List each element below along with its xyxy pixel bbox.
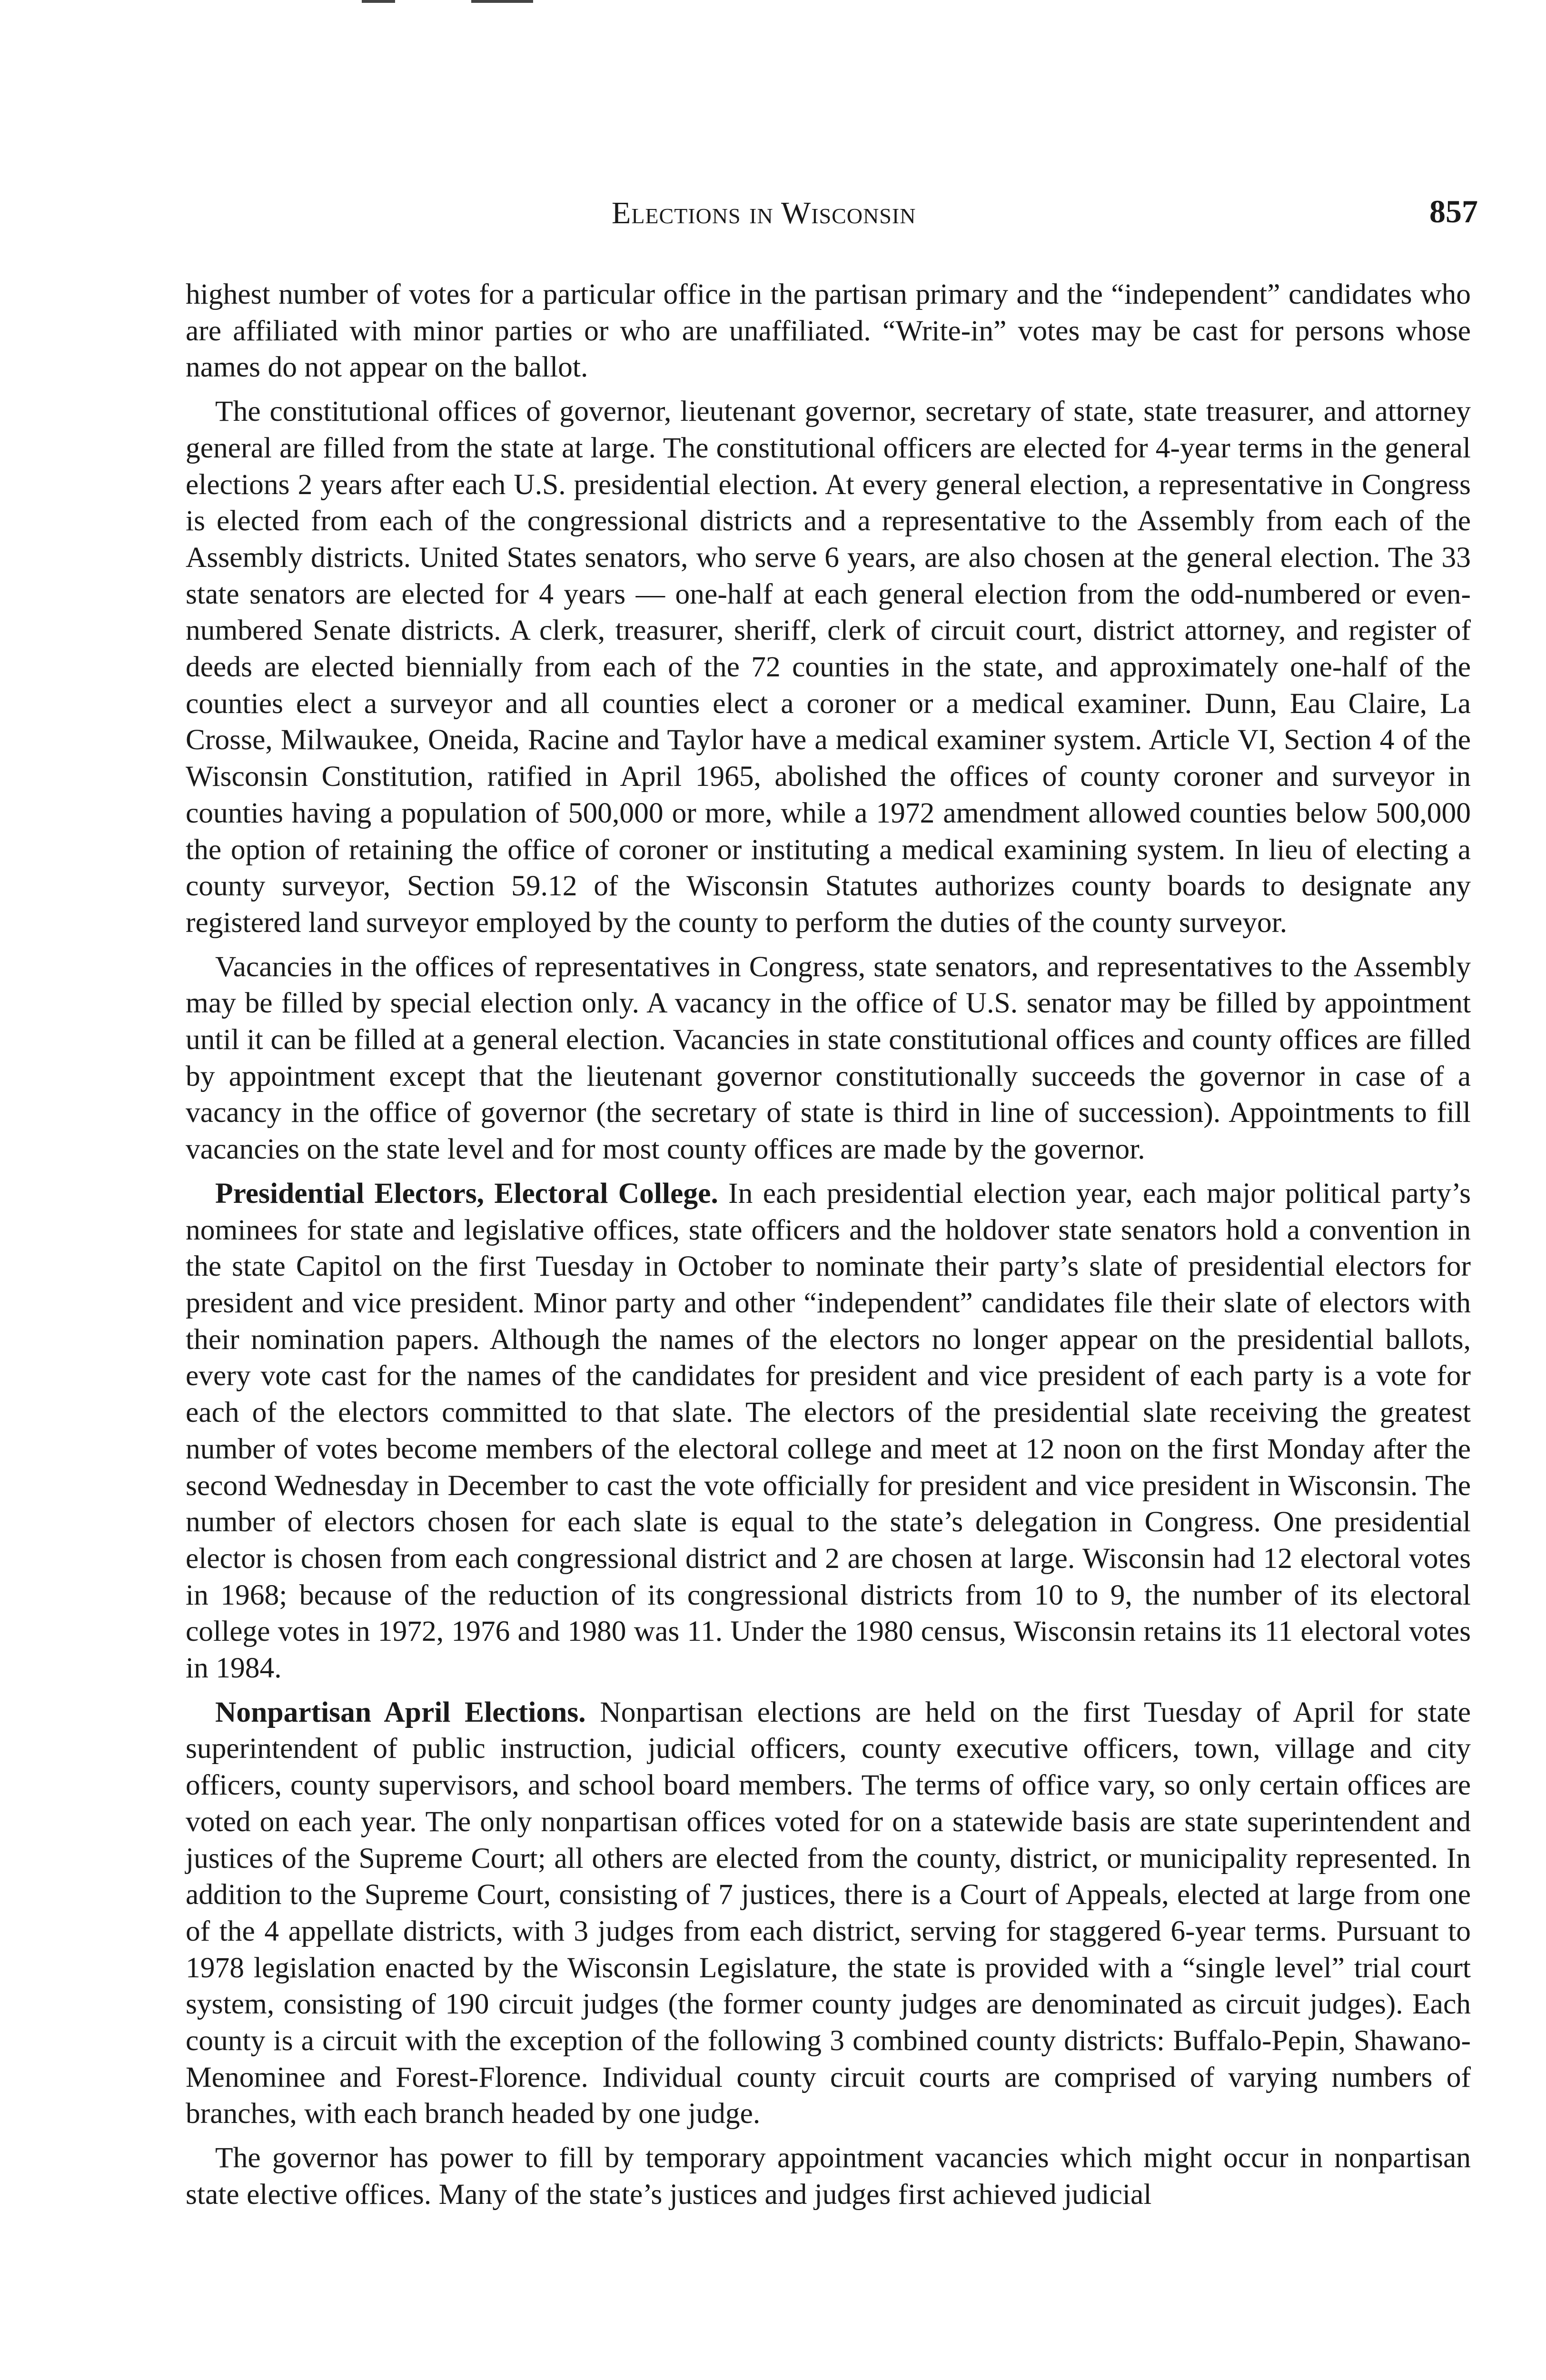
body-text bbox=[186, 276, 1471, 2221]
scan-edge-mark-left bbox=[362, 0, 395, 3]
paragraph-text: The governor has power to fill by temporary appointment vacancies which might occur in nonpartisan state elective offices. Many of the state’s justices and judges first achieved judicial bbox=[186, 2142, 1471, 2211]
paragraph-text: In each presidential election year, each major political party’s nominees for state and legislative offices, state officers and the holdover state senators hold a convention in the state Capitol on the first Tuesday in October to nominate their party’s slate of presidential electors for president and vice president. Minor party and other “independent” candidates file their slate of electors with their nomination papers. Although the names of the electors no longer appear on the presidential ballots, every vote cast for the names of the candidates for president and vice president of each party is a vote for each of the electors committed to that slate. The electors of the presidential slate receiving the greatest number of votes become members of the electoral college and meet at 12 noon on the first Monday after the second Wednesday in December to cast the vote officially for president and vice president in Wisconsin. The number of electors chosen for each slate is equal to the state’s delegation in Congress. One presidential elector is chosen from each congressional district and 2 are chosen at large. Wisconsin had 12 electoral votes in 1968; because of the reduction of its congressional districts from 10 to 9, the number of its electoral college votes in 1972, 1976 and 1980 was 11. Under the 1980 census, Wisconsin retains its 11 electoral votes in 1984. bbox=[186, 1177, 1471, 1685]
paragraph-text: Nonpartisan elections are held on the first Tuesday of April for state superintendent of public instruction, judicial officers, county executive officers, town, village and city officers, county supervisors, and school board members. The terms of office vary, so only certain offices are voted on each year. The only nonpartisan offices voted for on a statewide basis are state superintendent and justices of the Supreme Court; all others are elected from the county, district, or municipality represented. In addition to the Supreme Court, consisting of 7 justices, there is a Court of Appeals, elected at large from one of the 4 appellate districts, with 3 judges from each district, serving for staggered 6-year terms. Pursuant to 1978 legislation enacted by the Wisconsin Legislature, the state is provided with a “single level” trial court system, consisting of 190 circuit judges (the former county judges are denominated as circuit judges). Each county is a circuit with the exception of the following 3 combined county districts: Buffalo-Pepin, Shawano-Menominee and Forest-Florence. Individual county circuit courts are comprised of varying numbers of branches, with each branch headed by one judge. bbox=[186, 1696, 1471, 2130]
section-heading: Presidential Electors, Electoral College. bbox=[215, 1177, 718, 1210]
paragraph-nonpartisan-april-elections bbox=[186, 1694, 1471, 2132]
page-title: Elections in Wisconsin bbox=[612, 196, 916, 230]
running-head bbox=[183, 188, 1478, 240]
paragraph-presidential-electors bbox=[186, 1175, 1471, 1686]
section-heading: Nonpartisan April Elections. bbox=[215, 1696, 586, 1728]
paragraph-continuation bbox=[186, 276, 1471, 386]
paragraph-constitutional-offices bbox=[186, 393, 1471, 941]
paragraph-governor-appointments bbox=[186, 2140, 1471, 2212]
page-number: 857 bbox=[1429, 193, 1478, 229]
paragraph-text: The constitutional offices of governor, lieutenant governor, secretary of state, state treasurer, and attorney general are filled from the state at large. The constitutional officers are elected for 4-year terms in the general elections 2 years after each U.S. presidential election. At every general election, a representative in Congress is elected from each of the congressional districts and a representative to the Assembly from each of the Assembly districts. United States senators, who serve 6 years, are also chosen at the general election. The 33 state senators are elected for 4 years — one-half at each general election from the odd-numbered or even-numbered Senate districts. A clerk, treasurer, sheriff, clerk of circuit court, district attorney, and register of deeds are elected biennially from each of the 72 counties in the state, and approximately one-half of the counties elect a surveyor and all counties elect a coroner or a medical examiner. Dunn, Eau Claire, La Crosse, Milwaukee, Oneida, Racine and Taylor have a medical examiner system. Article VI, Section 4 of the Wisconsin Constitution, ratified in April 1965, abolished the offices of county coroner and surveyor in counties having a population of 500,000 or more, while a 1972 amendment allowed counties below 500,000 the option of retaining the office of coroner or instituting a medical examining system. In lieu of electing a county surveyor, Section 59.12 of the Wisconsin Statutes authorizes county boards to designate any registered land surveyor employed by the county to perform the duties of the county surveyor. bbox=[186, 395, 1471, 939]
paragraph-vacancies bbox=[186, 949, 1471, 1168]
paragraph-text: highest number of votes for a particular office in the partisan primary and the “independent” candidates who are affiliated with minor parties or who are unaffiliated. “Write-in” votes may be cast for persons whose names do not appear on the ballot. bbox=[186, 278, 1471, 384]
paragraph-text: Vacancies in the offices of representatives in Congress, state senators, and representatives to the Assembly may be filled by special election only. A vacancy in the office of U.S. senator may be filled by appointment until it can be filled at a general election. Vacancies in state constitutional offices and county offices are filled by appointment except that the lieutenant governor constitutionally succeeds the governor in case of a vacancy in the office of governor (the secretary of state is third in line of succession). Appointments to fill vacancies on the state level and for most county offices are made by the governor. bbox=[186, 950, 1471, 1166]
scan-edge-mark-right bbox=[471, 0, 533, 3]
